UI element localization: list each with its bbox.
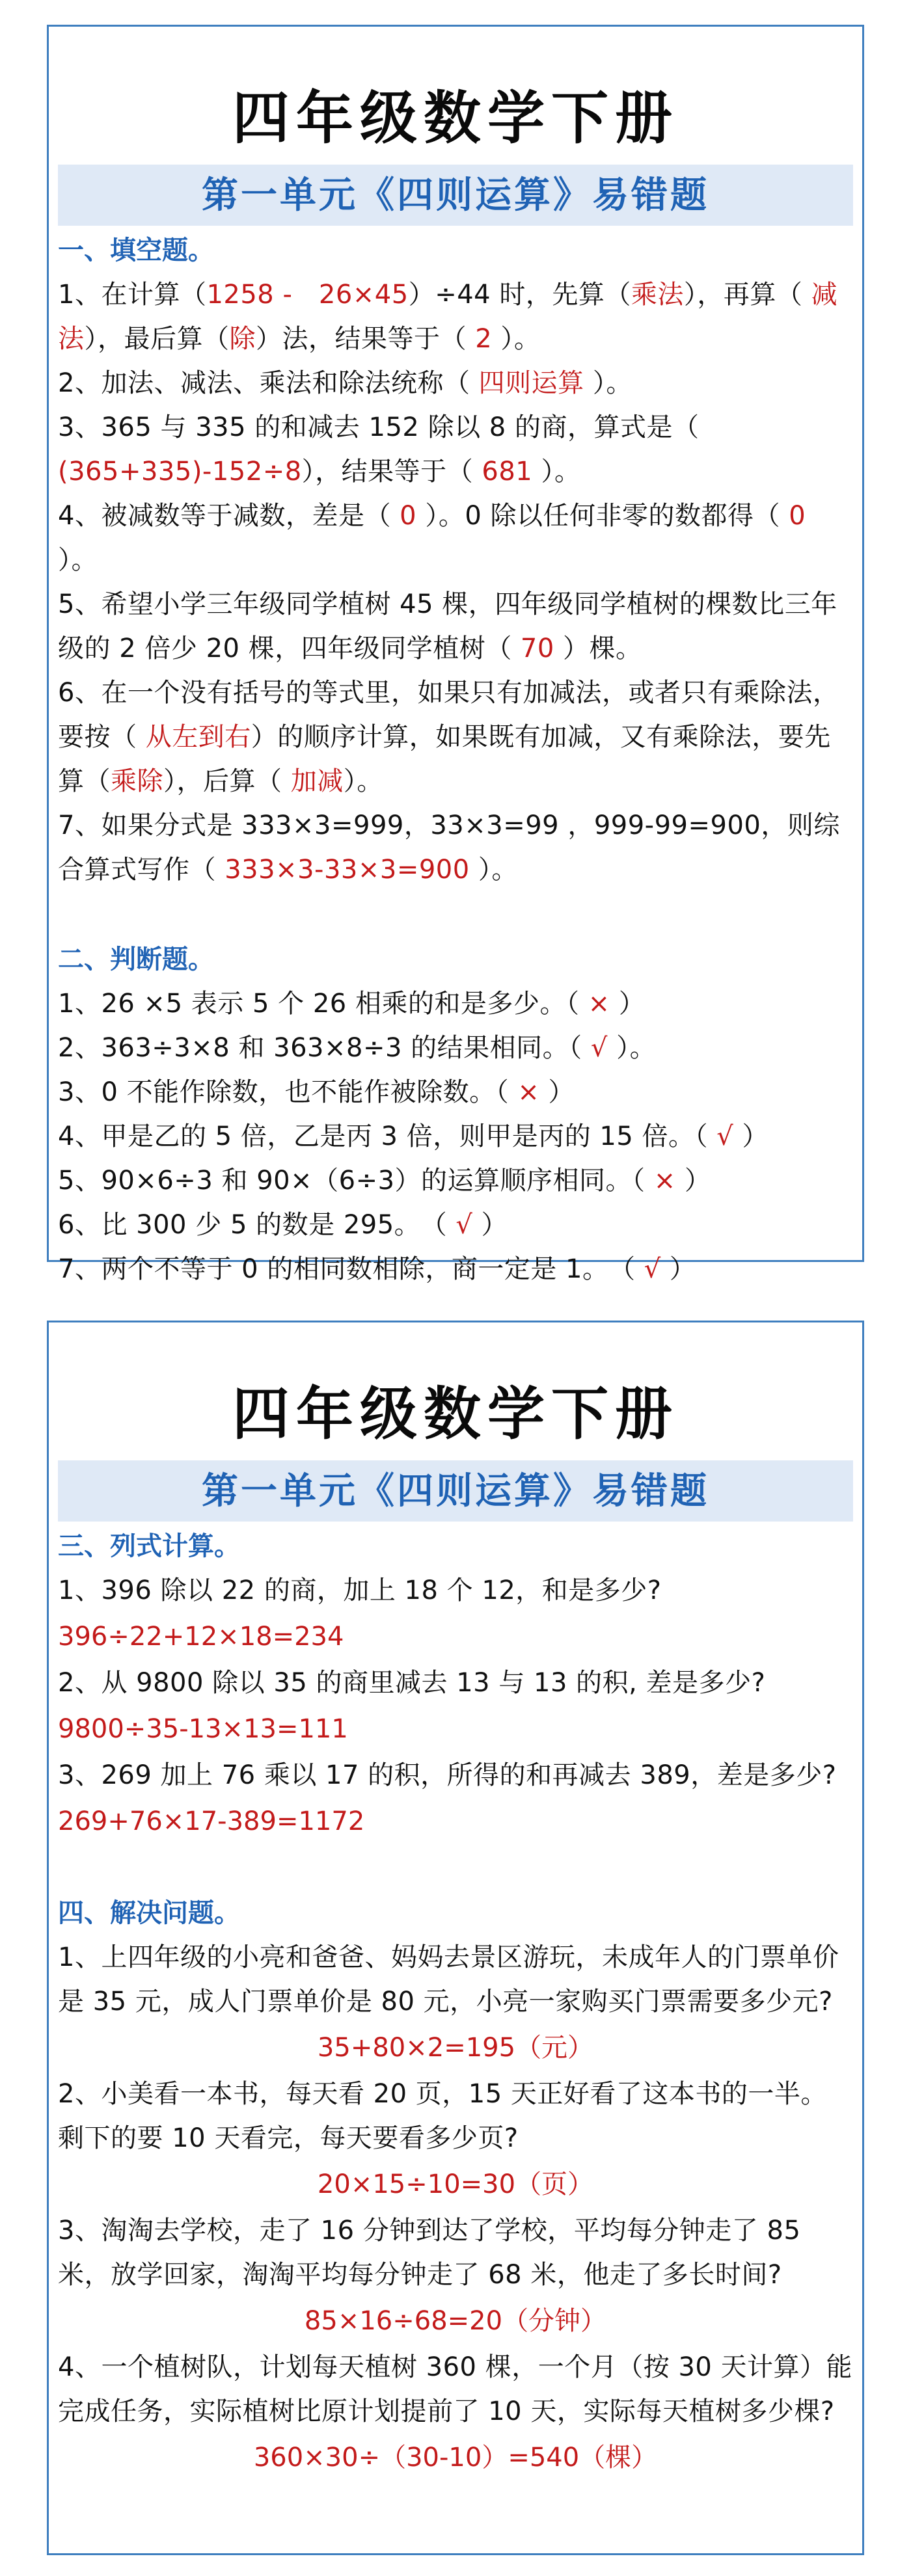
solve-answer-3: 85×16÷68=20（分钟） — [304, 2306, 607, 2336]
answer: √ — [716, 1121, 734, 1151]
answer: 除 — [229, 324, 256, 354]
answer: 加减 — [290, 766, 344, 796]
worksheet-page-1 — [47, 25, 864, 1284]
fill-question-7: 7、如果分式是 333×3=999，33×3=99 ，999-99=900，则综合算式写作（ 333×3-33×3=900 ）。 — [58, 811, 840, 885]
answer: 0 — [400, 501, 417, 531]
solve-question-2: 2、小美看一本书，每天看 20 页，15 天正好看了这本书的一半。剩下的要 10 天看完，每天要看多少页? — [58, 2079, 827, 2153]
answer: 70 — [520, 634, 554, 664]
answer: 2 — [475, 324, 493, 354]
judge-question-5: 5、90×6÷3 和 90×（6÷3）的运算顺序相同。（ × ） — [58, 1166, 711, 1196]
solve-answer-1: 35+80×2=195（元） — [317, 2033, 594, 2063]
answer: (365+335)-152÷8 — [58, 457, 302, 487]
page-subtitle: 第一单元《四则运算》易错题 — [58, 1460, 853, 1522]
page-content — [49, 228, 862, 1291]
answer: √ — [456, 1210, 473, 1240]
fill-question-3: 3、365 与 335 的和减去 152 除以 8 的商，算式是（ (365+335)-152÷8），结果等于（ 681 ）。 — [58, 412, 726, 487]
section-heading-judge: 二、判断题。 — [58, 945, 214, 974]
answer: 0 — [789, 501, 806, 531]
judge-question-4: 4、甲是乙的 5 倍，乙是丙 3 倍，则甲是丙的 15 倍。（ √ ） — [58, 1121, 768, 1151]
page-title: 四年级数学下册 — [232, 1380, 679, 1447]
page-content — [49, 1524, 862, 2482]
worksheet-page-2 — [47, 1321, 864, 2555]
calc-answer-2: 9800÷35-13×13=111 — [58, 1714, 348, 1744]
answer: 四则运算 — [478, 368, 584, 398]
answer: × — [588, 989, 610, 1019]
spacer — [58, 892, 853, 935]
answer: 减法 — [58, 280, 838, 354]
section-heading-solve: 四、解决问题。 — [58, 1898, 240, 1928]
answer: 从左到右 — [145, 722, 251, 752]
judge-question-6: 6、比 300 少 5 的数是 295。 （ √ ） — [58, 1210, 508, 1240]
calc-answer-3: 269+76×17-389=1172 — [58, 1806, 365, 1836]
solve-question-1: 1、上四年级的小亮和爸爸、妈妈去景区游玩，未成年人的门票单价是 35 元，成人门票单价是 80 元，小亮一家购买门票需要多少元? — [58, 1942, 839, 2017]
solve-answer-4: 360×30÷（30-10）=540（棵） — [253, 2443, 658, 2473]
calc-question-3: 3、269 加上 76 乘以 17 的积，所得的和再减去 389，差是多少? — [58, 1760, 837, 1790]
answer: 乘除 — [111, 766, 163, 796]
answer: 333×3-33×3=900 — [224, 855, 470, 885]
solve-answer-2: 20×15÷10=30（页） — [317, 2169, 594, 2199]
judge-question-2: 2、363÷3×8 和 363×8÷3 的结果相同。（ √ ）。 — [58, 1033, 657, 1063]
page-subtitle: 第一单元《四则运算》易错题 — [58, 165, 853, 226]
section-heading-fill: 一、填空题。 — [58, 235, 214, 265]
fill-question-6: 6、在一个没有括号的等式里，如果只有加减法，或者只有乘除法，要按（ 从左到右）的顺序计算，如果既有加减，又有乘除法，要先算（乘除），后算（ 加减）。 — [58, 678, 839, 796]
page-title: 四年级数学下册 — [232, 84, 679, 152]
answer: √ — [590, 1033, 608, 1063]
calc-answer-1: 396÷22+12×18=234 — [58, 1622, 344, 1652]
fill-question-1: 1、在计算（1258 - 26×45）÷44 时，先算（乘法），再算（ 减法），最后算（除）法，结果等于（ 2 ）。 — [58, 280, 838, 354]
fill-question-5: 5、希望小学三年级同学植树 45 棵，四年级同学植树的棵数比三年级的 2 倍少 20 棵，四年级同学植树（ 70 ）棵。 — [58, 589, 837, 664]
solve-question-4: 4、一个植树队，计划每天植树 360 棵，一个月（按 30 天计算）能完成任务，实际植树比原计划提前了 10 天，实际每天植树多少棵? — [58, 2352, 853, 2426]
section-heading-calc: 三、列式计算。 — [58, 1531, 240, 1561]
judge-question-3: 3、0 不能作除数，也不能作被除数。（ × ） — [58, 1077, 575, 1107]
solve-question-3: 3、淘淘去学校，走了 16 分钟到达了学校，平均每分钟走了 85 米，放学回家，淘淘平均每分钟走了 68 米，他走了多长时间? — [58, 2216, 801, 2290]
answer: 乘法 — [631, 280, 684, 310]
spacer — [58, 1845, 853, 1888]
answer: 1258 - 26×45 — [206, 280, 409, 310]
calc-question-1: 1、396 除以 22 的商，加上 18 个 12，和是多少? — [58, 1576, 662, 1605]
judge-question-7: 7、两个不等于 0 的相同数相除，商一定是 1。 （ √ ） — [58, 1254, 696, 1284]
fill-question-4: 4、被减数等于减数，差是（ 0 ）。0 除以任何非零的数都得（ 0 ）。 — [58, 501, 806, 575]
answer: √ — [644, 1254, 661, 1284]
calc-question-2: 2、从 9800 除以 35 的商里减去 13 与 13 的积, 差是多少? — [58, 1668, 766, 1698]
fill-question-2: 2、加法、减法、乘法和除法统称（ 四则运算 ）。 — [58, 368, 632, 398]
answer: × — [517, 1077, 540, 1107]
judge-question-1: 1、26 ×5 表示 5 个 26 相乘的和是多少。（ × ） — [58, 989, 646, 1019]
answer: × — [653, 1166, 676, 1196]
answer: 681 — [482, 457, 533, 487]
